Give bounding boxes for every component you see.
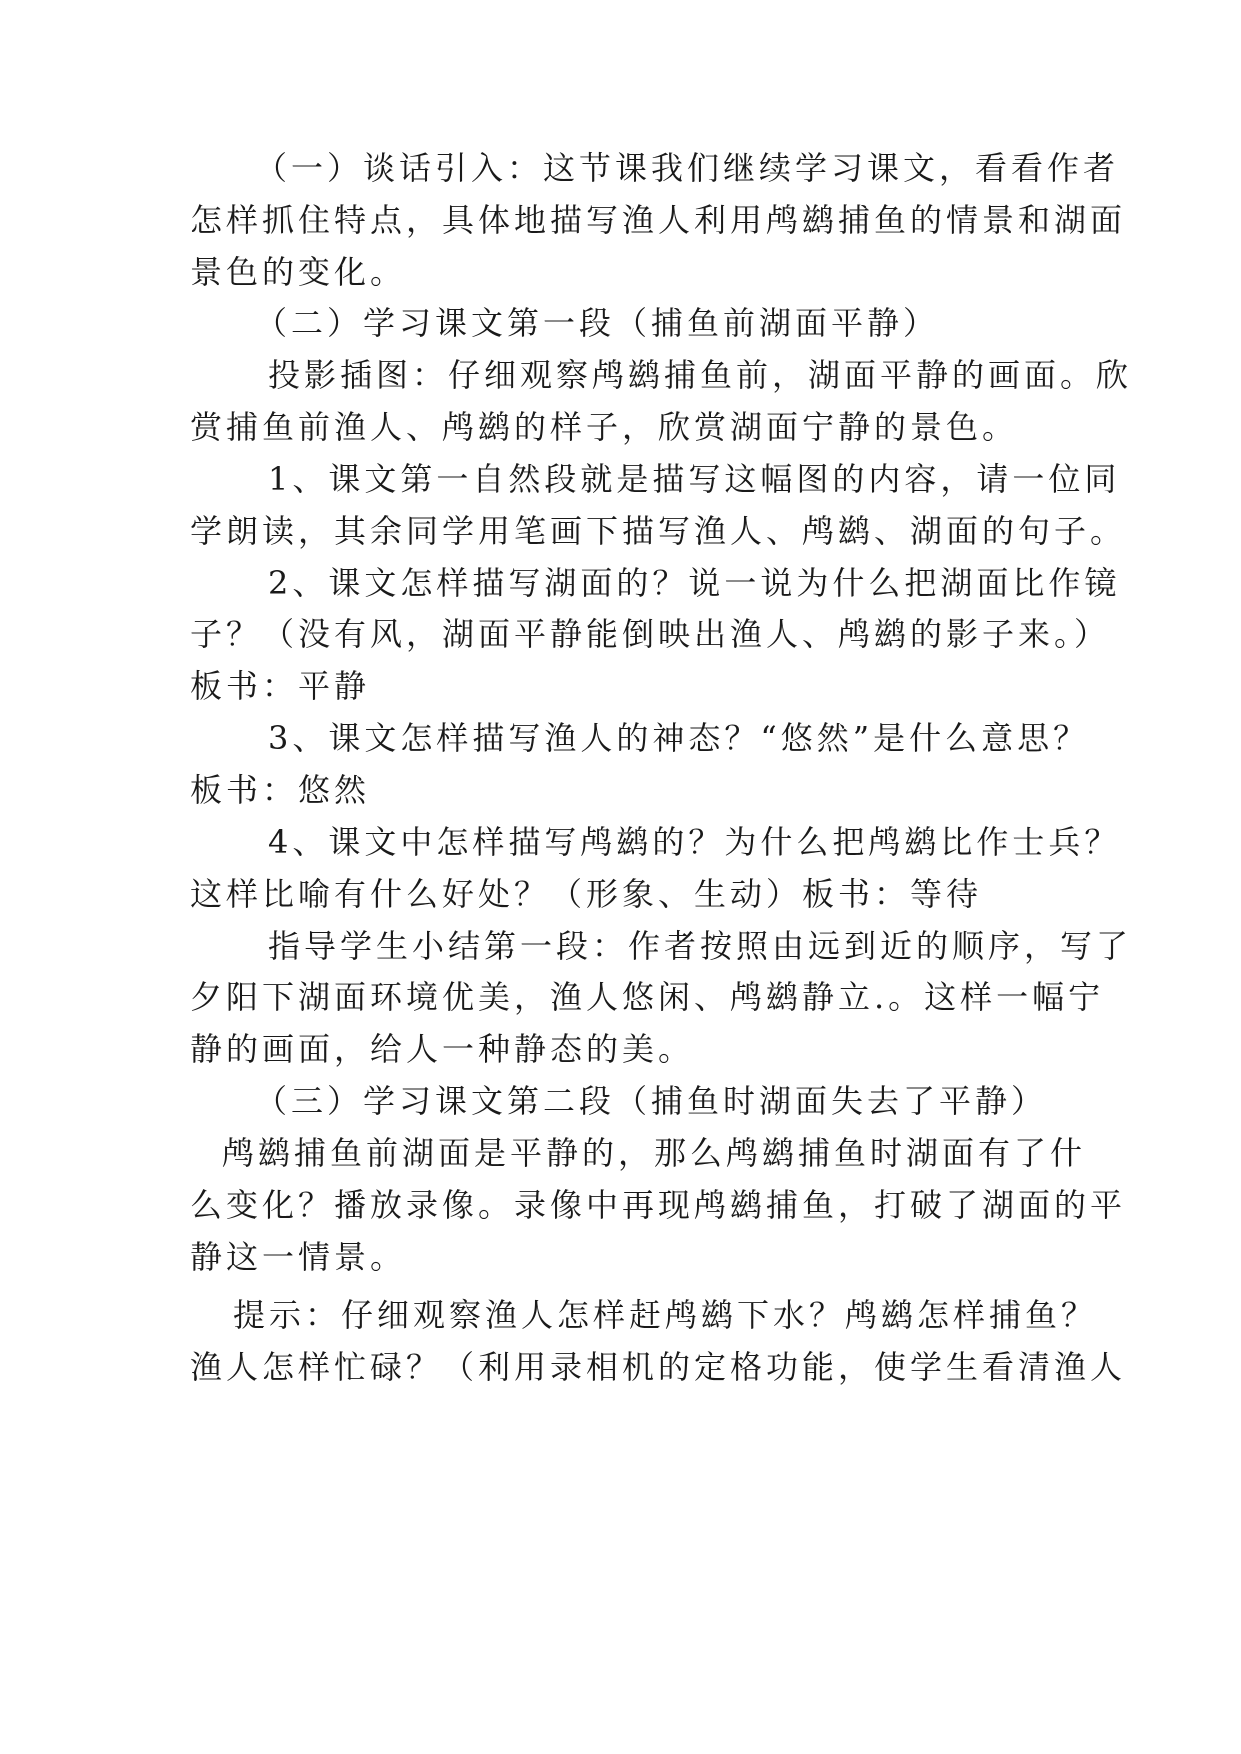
paragraph-line: 么变化？播放录像。录像中再现鸬鹚捕鱼，打破了湖面的平: [190, 1186, 1127, 1224]
paragraph-line: 2、课文怎样描写湖面的？说一说为什么把湖面比作镜: [268, 564, 1121, 602]
paragraph-line: 赏捕鱼前渔人、鸬鹚的样子，欣赏湖面宁静的景色。: [190, 408, 1019, 446]
paragraph-line: 投影插图：仔细观察鸬鹚捕鱼前，湖面平静的画面。欣: [268, 356, 1133, 394]
section-heading: （二）学习课文第一段（捕鱼前湖面平静）: [255, 304, 940, 342]
paragraph-line: 这样比喻有什么好处？（形象、生动）板书：等待: [190, 875, 983, 913]
paragraph-line: 指导学生小结第一段：作者按照由远到近的顺序，写了: [268, 927, 1133, 965]
paragraph-line: 1、课文第一自然段就是描写这幅图的内容，请一位同: [268, 460, 1121, 498]
paragraph-line: 景色的变化。: [190, 253, 407, 291]
paragraph-line: 学朗读，其余同学用笔画下描写渔人、鸬鹚、湖面的句子。: [190, 512, 1127, 550]
paragraph-line: 怎样抓住特点，具体地描写渔人利用鸬鹚捕鱼的情景和湖面: [190, 201, 1127, 239]
paragraph-line: 鸬鹚捕鱼前湖面是平静的，那么鸬鹚捕鱼时湖面有了什: [222, 1134, 1087, 1172]
paragraph-line: 子？（没有风，湖面平静能倒映出渔人、鸬鹚的影子来。）: [190, 615, 1111, 653]
section-heading: （三）学习课文第二段（捕鱼时湖面失去了平静）: [255, 1082, 1048, 1120]
paragraph-line: 4、课文中怎样描写鸬鹚的？为什么把鸬鹚比作士兵？: [268, 823, 1121, 861]
paragraph-line: 渔人怎样忙碌？（利用录相机的定格功能，使学生看清渔人: [190, 1348, 1127, 1386]
paragraph-line: （一）谈话引入：这节课我们继续学习课文，看看作者: [255, 149, 1120, 187]
paragraph-line: 夕阳下湖面环境优美，渔人悠闲、鸬鹚静立.。这样一幅宁: [190, 978, 1105, 1016]
paragraph-line: 静的画面，给人一种静态的美。: [190, 1030, 695, 1068]
paragraph-line: 3、课文怎样描写渔人的神态？“悠然”是什么意思？: [268, 719, 1090, 757]
paragraph-line: 板书：悠然: [190, 771, 371, 809]
paragraph-line: 提示：仔细观察渔人怎样赶鸬鹚下水？鸬鹚怎样捕鱼？: [233, 1296, 1098, 1334]
paragraph-line: 板书：平静: [190, 667, 371, 705]
paragraph-line: 静这一情景。: [190, 1238, 407, 1276]
